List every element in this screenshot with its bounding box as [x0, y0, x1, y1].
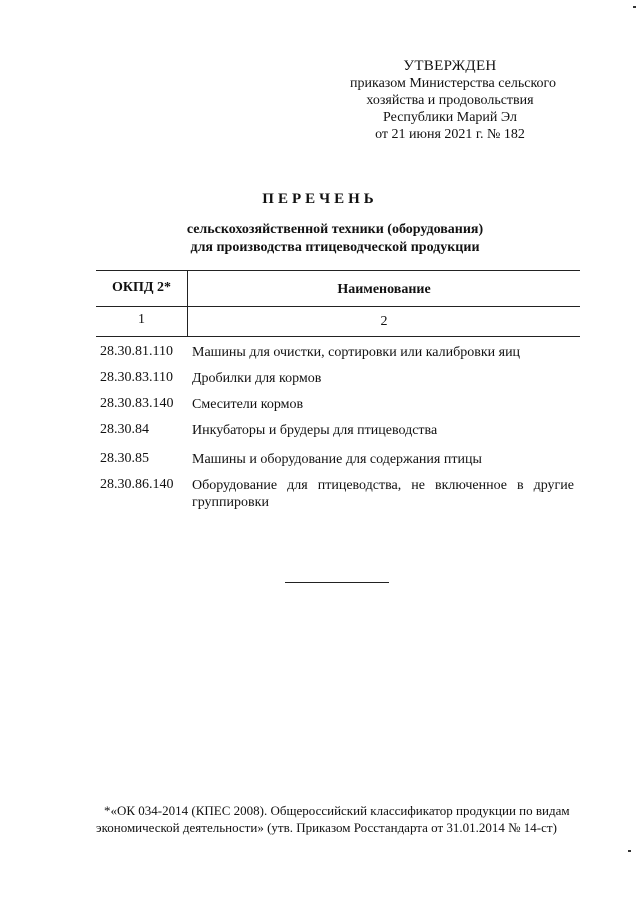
scan-mark — [628, 850, 631, 852]
column-header-name: Наименование — [337, 282, 431, 297]
footnote — [96, 802, 576, 836]
approval-line: хозяйства и продовольствия — [366, 93, 534, 108]
footnote-line: *«ОК 034-2014 (КПЕС 2008). Общероссийский классификатор продукции по видам — [104, 803, 570, 818]
scan-mark — [633, 6, 636, 8]
row-code: 28.30.81.110 — [100, 344, 173, 359]
table-row — [100, 370, 580, 396]
row-name: Инкубаторы и брудеры для птицеводства — [192, 423, 438, 438]
table-row — [100, 344, 580, 370]
row-code: 28.30.84 — [100, 422, 149, 437]
row-code: 28.30.85 — [100, 451, 149, 466]
table-top-rule — [96, 270, 580, 271]
document-subtitle — [170, 221, 500, 257]
row-code: 28.30.86.140 — [100, 477, 174, 492]
row-name: Оборудование для птицеводства, не включенное в другие группировки — [192, 478, 574, 510]
end-separator — [285, 582, 389, 583]
approval-date-line: от 21 июня 2021 г. № 182 — [375, 127, 525, 142]
approval-block — [350, 58, 556, 143]
row-code: 28.30.83.140 — [100, 396, 174, 411]
column-number-1: 1 — [138, 312, 145, 327]
table-body — [100, 344, 580, 517]
table-header — [96, 270, 580, 337]
row-name: Машины для очистки, сортировки или калибровки яиц — [192, 345, 521, 360]
row-code: 28.30.83.110 — [100, 370, 173, 385]
approval-heading: УТВЕРЖДЕН — [403, 58, 497, 74]
subtitle-line: сельскохозяйственной техники (оборудования) — [186, 222, 484, 237]
row-name: Смесители кормов — [192, 397, 304, 412]
approval-line: Республики Марий Эл — [383, 110, 517, 125]
subtitle-line: для производства птицеводческой продукции — [190, 240, 480, 255]
footnote-line: экономической деятельности» (утв. Приказом Росстандарта от 31.01.2014 № 14-ст) — [96, 820, 557, 835]
row-name: Дробилки для кормов — [192, 371, 322, 386]
table-row — [100, 451, 580, 477]
table-row — [100, 422, 580, 451]
document-title: ПЕРЕЧЕНЬ — [262, 191, 378, 207]
table-numbering-rule — [96, 336, 580, 337]
table-row — [100, 396, 580, 422]
column-header-code: ОКПД 2* — [111, 280, 172, 295]
table-header-rule — [96, 306, 580, 307]
row-name: Машины и оборудование для содержания птицы — [192, 452, 482, 467]
approval-line: приказом Министерства сельского — [350, 76, 556, 91]
table-row — [100, 477, 580, 517]
column-number-2: 2 — [380, 314, 388, 329]
